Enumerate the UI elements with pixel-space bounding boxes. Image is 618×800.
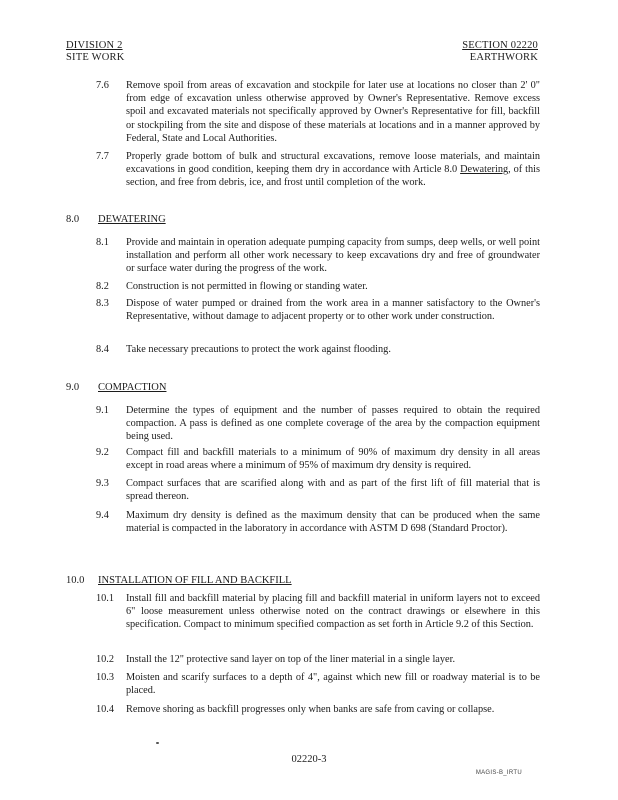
item-number: 8.4 [96,344,109,355]
header-right [462,40,538,64]
item-number: 7.6 [96,80,109,91]
item-number: 10.4 [96,704,115,715]
item-text: Install the 12" protective sand layer on top of the liner material in a single layer. [126,654,456,665]
item-text-part: Properly grade bottom of bulk and structural excavations, remove loose materials, and maintain excavations in good condition, keeping them dry in accordance with Article 8.0 [126,151,540,176]
section-sub-label: EARTHWORK [469,52,538,63]
item-text: Remove shoring as backfill progresses only when banks are safe from caving or collapse. [126,704,495,715]
item-text: Install fill and backfill material by placing fill and backfill material in uniform layers not to exceed 6" loose measurement unless otherwise noted on the contract drawings or elsewhere in this specification. Compact to minimum specified compaction as set forth in Article 9.2 of this Section. [126,593,540,631]
item-number: 10.1 [96,593,115,604]
item-number: 10.3 [96,672,115,683]
scan-speck [156,742,159,744]
item-text: Maximum dry density is defined as the maximum density that can be produced when the same material is compacted in the laboratory in accordance with ASTM D 698 (Standard Proctor). [126,510,540,535]
item-text: Determine the types of equipment and the number of passes required to obtain the required compaction. A pass is defined as one complete coverage of the area by the compaction equipment being used. [126,405,540,443]
header-left [66,40,124,64]
item-text: Remove spoil from areas of excavation and stockpile for later use at locations no closer than 2' 0" from edge of excavation unless otherwise approved by Owner's Representative. Remove excess spoil and excavated materials not specifically approved by Owner's Representative for fill, backfill or stockpiling from the site and dispose of these materials at locations and in a manner approved by Federal, State and Local Authorities. [126,80,540,144]
section-title: DEWATERING [98,214,166,225]
item-text: Compact fill and backfill materials to a minimum of 90% of maximum dry density in all areas except in road areas where a minimum of 95% of maximum dry density is required. [126,447,540,472]
section-number: 9.0 [66,382,80,393]
item-text: Take necessary precautions to protect the work against flooding. [126,344,391,355]
division-sub-label: SITE WORK [66,52,125,63]
section-number: 10.0 [66,575,85,586]
item-number: 9.1 [96,405,109,416]
section-title: INSTALLATION OF FILL AND BACKFILL [98,575,292,586]
section-label: SECTION 02220 [462,40,538,51]
section-number: 8.0 [66,214,80,225]
item-text: Construction is not permitted in flowing or standing water. [126,281,368,292]
item-text: Compact surfaces that are scarified along with and as part of the first lift of fill material that is spread thereon. [126,478,540,503]
item-number: 9.2 [96,447,109,458]
item-number: 8.1 [96,237,109,248]
item-number: 8.3 [96,298,109,309]
item-text-part: , of this section, and free from debris, ice, and frost until completion of the work. [126,164,540,189]
item-number: 7.7 [96,151,109,162]
page-number: 02220-3 [291,754,327,765]
item-number: 10.2 [96,654,115,665]
item-number: 8.2 [96,281,109,292]
item-number: 9.4 [96,510,109,521]
division-label: DIVISION 2 [66,40,123,51]
section-title: COMPACTION [98,382,167,393]
item-number: 9.3 [96,478,109,489]
item-text: Moisten and scarify surfaces to a depth of 4", against which new fill or roadway material is to be placed. [126,672,540,697]
item-text: Provide and maintain in operation adequate pumping capacity from sumps, deep wells, or well point installation and perform all other work necessary to keep excavations dry and free of groundwater or surface water during the progress of the work. [126,237,540,275]
dewatering-reference: Dewatering [460,164,509,176]
document-stamp: MAGIS-B_IRTU [475,770,522,776]
item-text [126,150,540,190]
item-text: Dispose of water pumped or drained from the work area in a manner satisfactory to the Owner's Representative, without damage to adjacent property or to other work under construction. [126,298,540,323]
